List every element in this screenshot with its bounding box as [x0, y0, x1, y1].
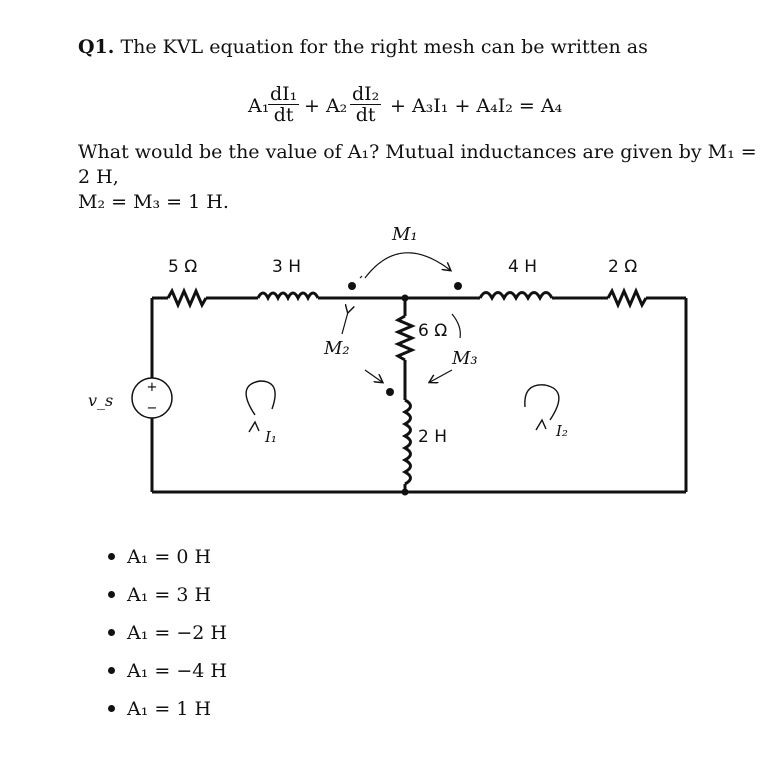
label-6-ohm: 6 Ω	[418, 321, 448, 341]
m1-arrow-tail	[360, 276, 362, 278]
m2-arrow-down	[365, 370, 382, 382]
mesh-current-i2-arrow	[525, 385, 559, 420]
option-item[interactable]	[108, 538, 227, 576]
eq-frac-di2-dt	[350, 84, 381, 125]
option-label: A₁ = 1 H	[127, 698, 212, 720]
option-item[interactable]	[108, 652, 227, 690]
junction-bottom	[402, 489, 409, 496]
inductor-3h	[258, 293, 318, 298]
question-heading	[78, 36, 648, 58]
label-3h: 3 H	[272, 257, 302, 277]
option-label: A₁ = 3 H	[127, 584, 212, 606]
eq-remaining-terms: + A₃I₁ + A₄I₂ = A₄	[390, 95, 563, 117]
dot-4h-inductor	[454, 282, 462, 290]
eq-plus-a2: + A₂	[304, 95, 348, 117]
resistor-5-ohm	[168, 291, 206, 305]
question-prompt	[78, 140, 758, 215]
eq-frac2-numerator: dI₂	[352, 83, 380, 105]
bullet-dot-icon	[108, 553, 115, 560]
label-2-ohm: 2 Ω	[608, 257, 638, 277]
question-number: Q1.	[78, 36, 115, 58]
label-5-ohm: 5 Ω	[168, 257, 198, 277]
m2-arrow-up	[342, 312, 348, 334]
label-source-vs: v_s	[88, 391, 114, 410]
eq-coef-a1: A₁	[248, 95, 270, 117]
resistor-2-ohm	[608, 291, 646, 305]
dot-3h-inductor	[348, 282, 356, 290]
mesh-current-i1-arrow	[246, 381, 275, 415]
mesh-current-i1-arrowhead	[249, 422, 259, 432]
question-stem: The KVL equation for the right mesh can be written as	[120, 36, 648, 58]
inductor-2h	[405, 400, 411, 484]
option-label: A₁ = −2 H	[127, 622, 227, 644]
kvl-equation	[248, 84, 568, 134]
label-m2: M₂	[324, 338, 350, 359]
bullet-dot-icon	[108, 629, 115, 636]
option-label: A₁ = −4 H	[127, 660, 227, 682]
source-plus-sign: +	[146, 380, 158, 395]
label-m3: M₃	[452, 348, 478, 369]
eq-frac-di1-dt	[268, 84, 299, 125]
bullet-dot-icon	[108, 591, 115, 598]
junction-top	[402, 295, 409, 302]
option-label: A₁ = 0 H	[127, 546, 212, 568]
eq-frac2-denominator: dt	[355, 104, 376, 126]
prompt-line-2: M₂ = M₃ = 1 H.	[78, 191, 229, 213]
label-i1: I₁	[265, 428, 277, 446]
answer-options	[108, 538, 227, 728]
bullet-dot-icon	[108, 705, 115, 712]
option-item[interactable]	[108, 690, 227, 728]
option-item[interactable]	[108, 614, 227, 652]
label-2h: 2 H	[418, 427, 448, 447]
m3-arrow-down	[430, 370, 452, 382]
label-i2: I₂	[556, 422, 568, 440]
prompt-line-1: What would be the value of A₁? Mutual inductances are given by M₁ = 2 H,	[78, 141, 757, 188]
m3-arrow-up	[452, 314, 460, 338]
eq-frac1-denominator: dt	[273, 104, 294, 126]
resistor-6-ohm	[398, 316, 412, 360]
source-minus-sign: −	[146, 401, 158, 416]
option-item[interactable]	[108, 576, 227, 614]
bullet-dot-icon	[108, 667, 115, 674]
label-4h: 4 H	[508, 257, 538, 277]
dot-2h-inductor	[386, 388, 394, 396]
inductor-4h	[480, 293, 552, 299]
eq-frac1-numerator: dI₁	[270, 83, 298, 105]
m1-coupling-arrow	[365, 253, 450, 278]
label-m1: M₁	[392, 224, 418, 245]
mesh-current-i2-arrowhead	[536, 420, 546, 430]
circuit-diagram	[80, 210, 692, 510]
